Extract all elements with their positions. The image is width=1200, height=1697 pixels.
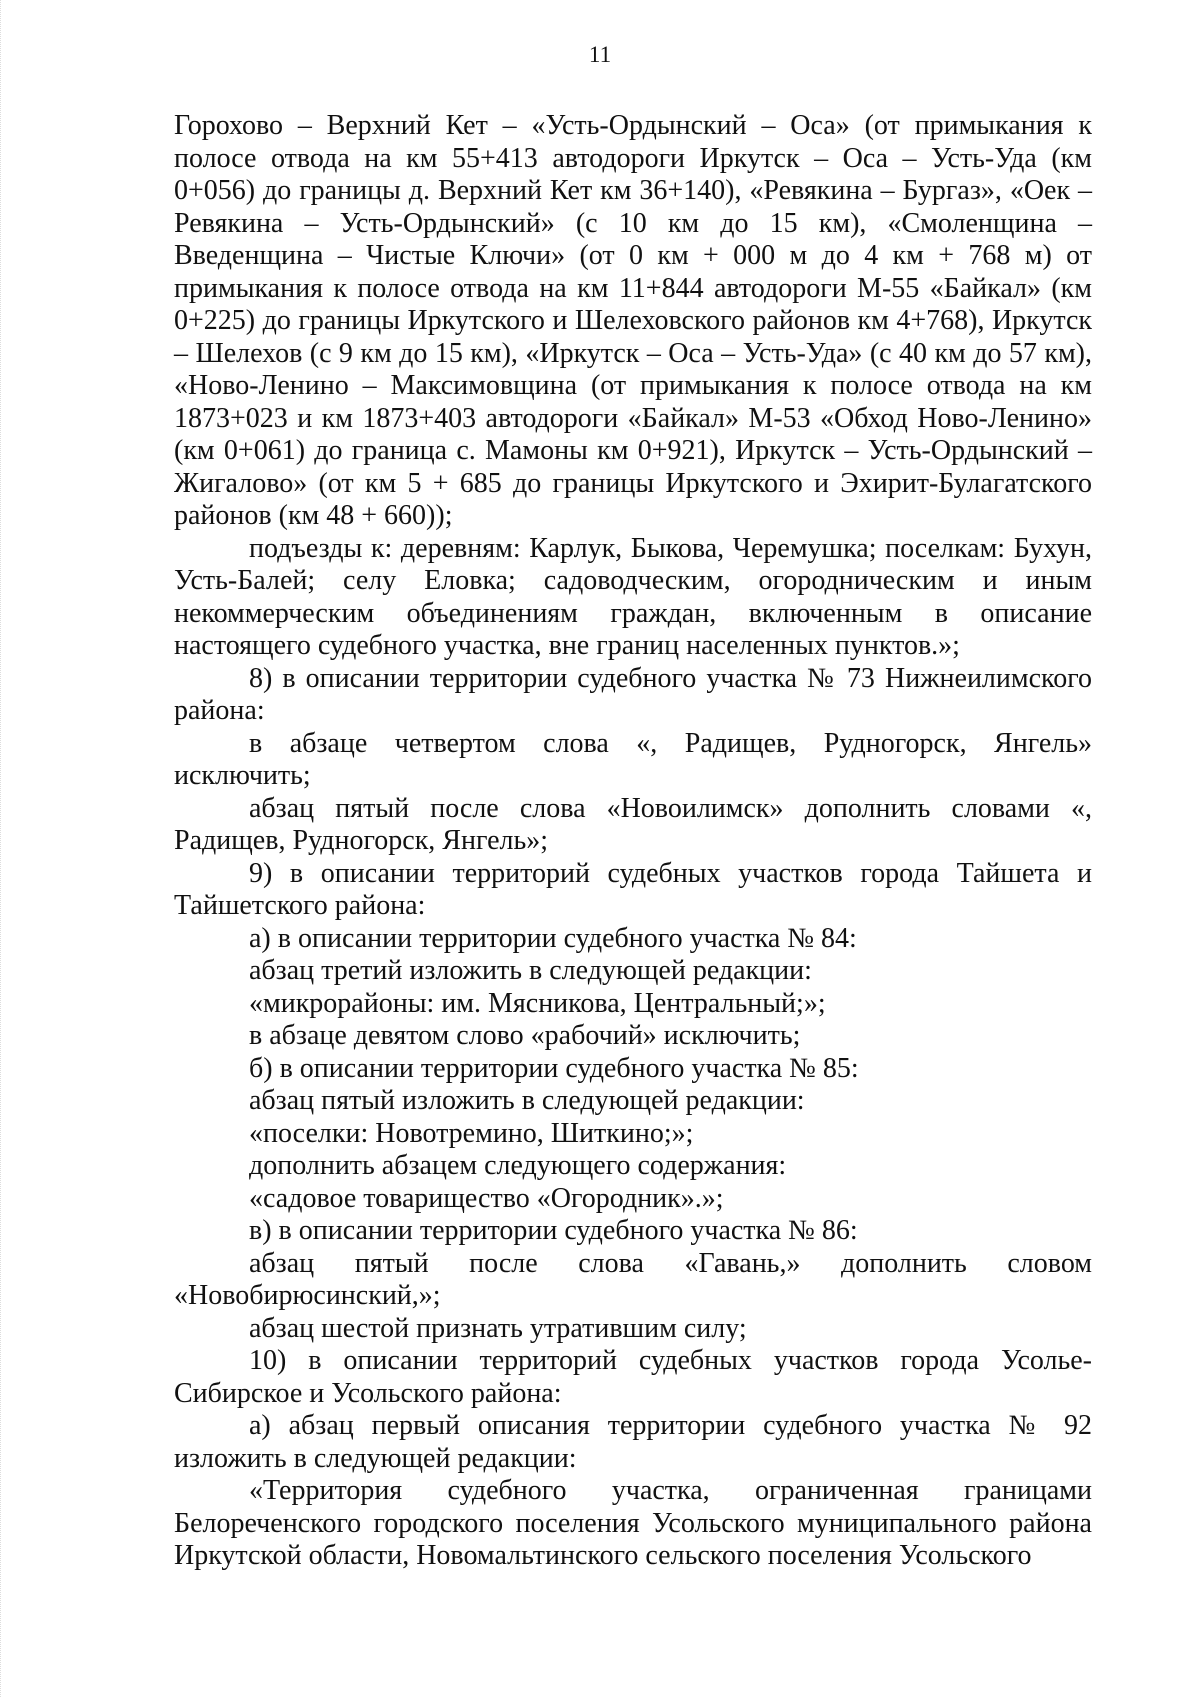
page-number: 11 [588,42,612,67]
paragraph-item-9a-microdistricts: «микрорайоны: им. Мясникова, Центральный;»; [249,987,826,1019]
paragraph-item-9v-para-5: абзац пятый после слова «Гавань,» дополнить словом «Новобирюсинский,»; [174,1247,1092,1311]
paragraph-item-10a: а) абзац первый описания территории судебного участка № 92 изложить в следующей редакции: [174,1410,1092,1474]
paragraph-continued-roads: Горохово – Верхний Кет – «Усть-Ордынский – Оса» (от примыкания к полосе отвода на км 55+413 автодороги Иркутск – Оса – Усть-Уда (км 0+056) до границы д. Верхний Кет км 36+140), «Ревякина – Бургаз», «Оек – Ревякина – Усть-Ордынский» (с 10 км до 15 км), «Смоленщина – Введенщина – Чистые Ключи» (от 0 км + 000 м до 4 км + 768 м) от примыкания к полосе отвода на км 11+844 автодороги М-55 «Байкал» (км 0+225) до границы Иркутского и Шелеховского районов км 4+768), Иркутск – Шелехов (с 9 км до 15 км), «Иркутск – Оса – Усть-Уда» (с 40 км до 57 км), «Ново-Ленино – Максимовщина (от примыкания к полосе отвода на км 1873+023 и км 1873+403 автодороги «Байкал» М-53 «Обход Ново-Ленино» (км 0+061) до граница с. Мамоны км 0+921), Иркутск – Усть-Ордынский – Жигалово» (от км 5 + 685 до границы Иркутского и Эхирит-Булагатского районов (км 48 + 660)); [174,110,1092,531]
paragraph-item-9b: б) в описании территории судебного участка № 85: [249,1052,859,1084]
paragraph-item-8: 8) в описании территории судебного участка № 73 Нижнеилимского района: [174,662,1092,726]
paragraph-item-9b-garden: «садовое товарищество «Огородник».»; [249,1182,724,1214]
paragraph-item-9: 9) в описании территорий судебных участков города Тайшета и Тайшетского района: [174,857,1092,921]
paragraph-item-9a: а) в описании территории судебного участка № 84: [249,922,857,954]
paragraph-item-10a-territory: «Территория судебного участка, ограниченная границами Белореченского городского поселения Усольского муниципального района Иркутской области, Новомальтинского сельского поселения Усольского [174,1475,1092,1571]
document-body [174,110,1092,1573]
paragraph-item-9a-para-3: абзац третий изложить в следующей редакции: [249,955,812,986]
paragraph-item-9b-settlements: «поселки: Новотремино, Шиткино;»; [249,1117,694,1149]
paragraph-approaches: подъезды к: деревням: Карлук, Быкова, Черемушка; поселкам: Бухун, Усть-Балей; селу Еловка; садоводческим, огородническим и иным некоммерческим объединениям граждан, включенным в описание настоящего судебного участка, вне границ населенных пунктов.»; [174,532,1092,661]
paragraph-item-9a-para-9: в абзаце девятом слово «рабочий» исключить; [249,1020,801,1051]
paragraph-item-9v-para-6: абзац шестой признать утратившим силу; [249,1312,747,1344]
paragraph-item-9v: в) в описании территории судебного участка № 86: [249,1215,858,1246]
paragraph-item-9b-supplement: дополнить абзацем следующего содержания: [249,1150,787,1181]
paragraph-item-10: 10) в описании территорий судебных участков города Усолье-Сибирское и Усольского района: [174,1345,1092,1409]
scan-edge [0,0,14,1697]
paragraph-item-8-para-4: в абзаце четвертом слова «, Радищев, Рудногорск, Янгель» исключить; [174,727,1092,791]
paragraph-item-8-para-5: абзац пятый после слова «Новоилимск» дополнить словами «, Радищев, Рудногорск, Янгель»; [174,792,1092,856]
paragraph-item-9b-para-5: абзац пятый изложить в следующей редакции: [249,1085,805,1116]
